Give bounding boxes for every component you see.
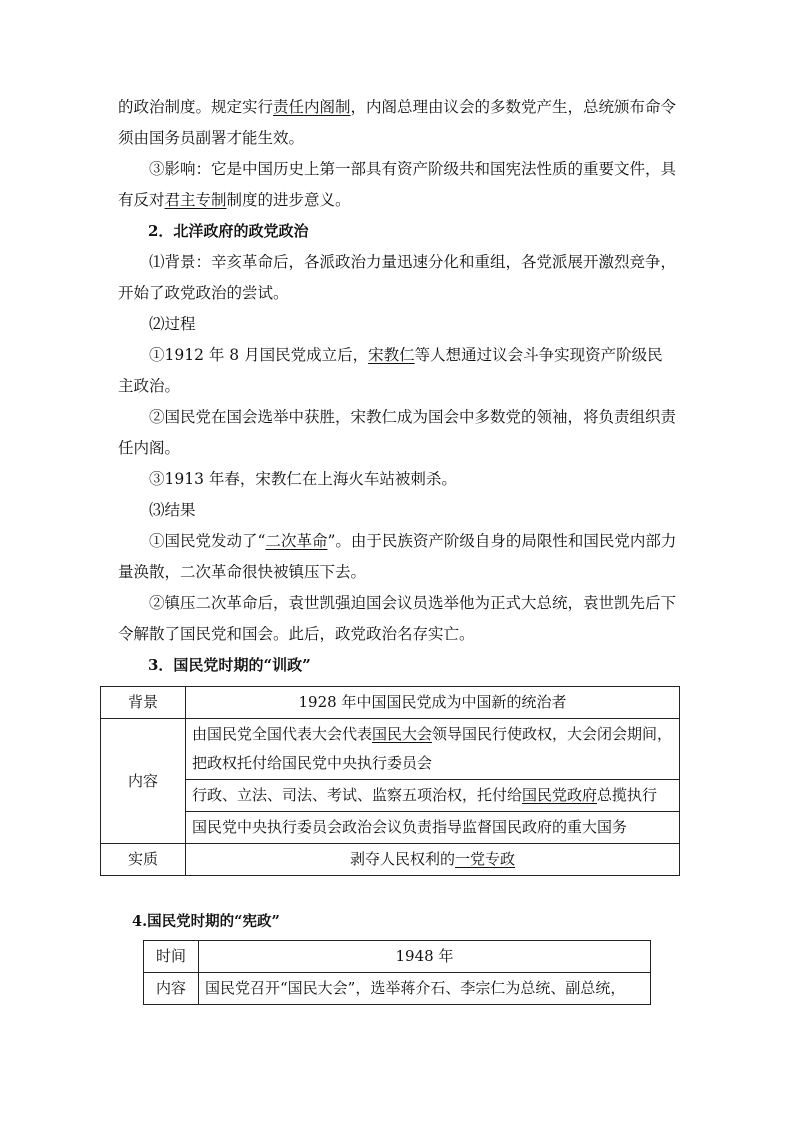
table-cell: 1928 年中国国民党成为中国新的统治者 [186,687,680,719]
table-cell: 剥夺人民权利的一党专政 [186,844,680,876]
paragraph: ③1913 年春，宋教仁在上海火车站被刺杀。 [149,470,457,488]
paragraph: ①1912 年 8 月国民党成立后，宋教仁等人想通过议会斗争实现资产阶级民主政治。 [118,346,663,395]
paragraph: ②镇压二次革命后，袁世凯强迫国会议员选举他为正式大总统，袁世凯先后下令解散了国民党和国会。此后，政党政治名存实亡。 [118,594,677,643]
table-label: 内容 [101,719,186,844]
table-cell: 国民党召开“国民大会”，选举蒋介石、李宗仁为总统、副总统， [199,973,651,1005]
document-body [118,92,678,681]
paragraph: ③影响：它是中国历史上第一部具有资产阶级共和国宪法性质的重要文件，具有反对君主专制制度的进步意义。 [118,160,677,209]
section-heading: 2．北洋政府的政党政治 [148,222,309,240]
paragraph: ①国民党发动了“二次革命”。由于民族资产阶级自身的局限性和国民党内部力量涣散，二次革命很快被镇压下去。 [118,532,677,581]
table-cell: 国民党中央执行委员会政治会议负责指导监督国民政府的重大国务 [186,812,680,844]
constitutional-table [143,940,651,1005]
underlined-term: 君主专制 [164,191,227,209]
table-row [144,973,651,1005]
table-row [101,687,680,719]
underlined-term: 一党专政 [455,850,516,868]
paragraph: ②国民党在国会选举中获胜，宋教仁成为国会中多数党的领袖，将负责组织责任内阁。 [118,408,677,457]
underlined-term: 国民党政府 [522,786,598,804]
table-row [101,812,680,844]
table-label: 背景 [101,687,186,719]
paragraph: 的政治制度。规定实行责任内阁制，内阁总理由议会的多数党产生，总统颁布命令须由国务员副署才能生效。 [118,98,677,147]
underlined-term: 宋教仁 [368,346,415,364]
table-row [101,844,680,876]
table-label: 时间 [144,941,199,973]
table-label: 实质 [101,844,186,876]
subheading: ⑵过程 [149,315,196,333]
subheading: ⑶结果 [149,501,196,519]
section-heading: 3．国民党时期的“训政” [148,656,311,674]
underlined-term: 国民大会 [372,725,433,743]
underlined-term: 责任内阁制 [273,98,351,116]
underlined-term: 二次革命 [265,532,328,550]
table-row [101,780,680,812]
section-heading: 4.国民党时期的“宪政” [132,913,280,930]
table-cell: 1948 年 [199,941,651,973]
table-label: 内容 [144,973,199,1005]
table-row [101,719,680,780]
table-cell: 行政、立法、司法、考试、监察五项治权，托付给国民党政府总揽执行 [186,780,680,812]
table-row [144,941,651,973]
tutelage-table [100,686,680,876]
paragraph: ⑴背景：辛亥革命后，各派政治力量迅速分化和重组，各党派展开激烈竞争，开始了政党政治的尝试。 [118,253,677,302]
table-cell: 由国民党全国代表大会代表国民大会领导国民行使政权，大会闭会期间，把政权托付给国民党中央执行委员会 [186,719,680,780]
